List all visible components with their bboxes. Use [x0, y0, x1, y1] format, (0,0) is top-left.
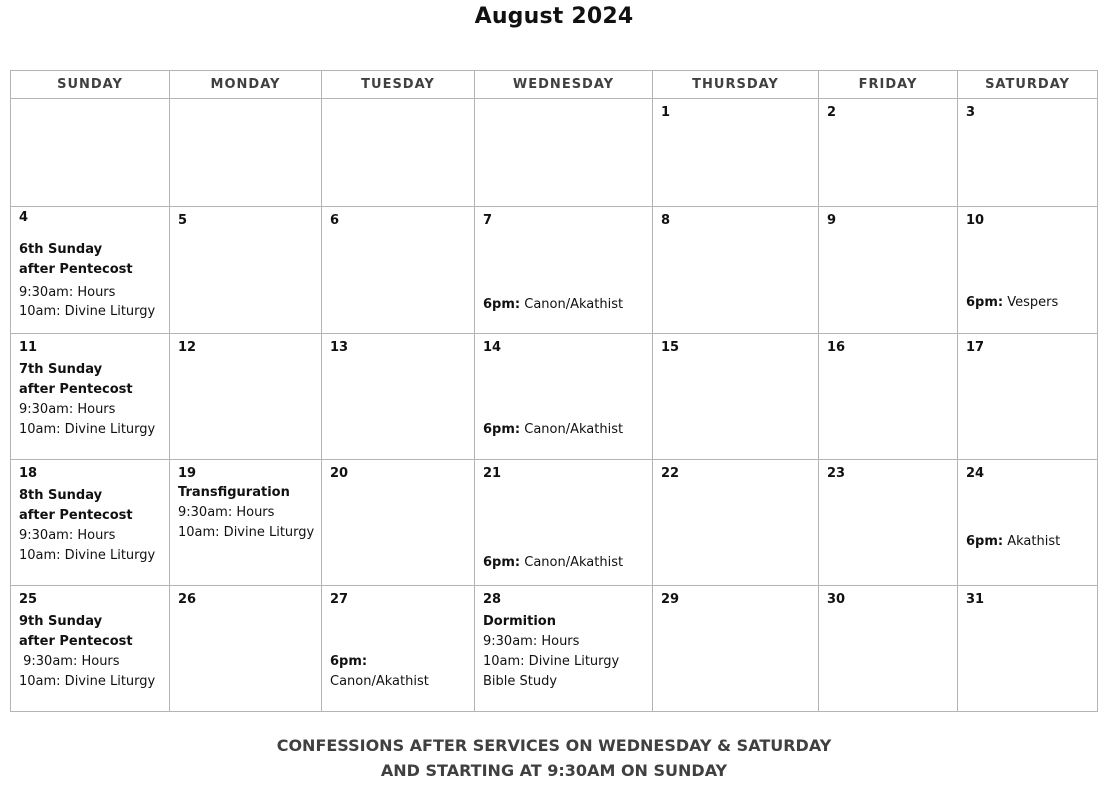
confessions-note: [0, 733, 1108, 783]
event-title: Dormition: [483, 614, 556, 629]
day-cell-6: [322, 207, 475, 334]
event-line: [483, 553, 648, 573]
event-title: 6th Sunday: [19, 242, 103, 257]
event-title: 9th Sunday: [19, 614, 103, 629]
event-line: 10am: Divine Liturgy: [178, 525, 315, 540]
day-number: 27: [330, 592, 349, 607]
day-cell-empty: [11, 99, 170, 207]
day-cell-15: [653, 334, 819, 460]
event-time: 6pm:: [483, 555, 521, 570]
event-line: [483, 295, 648, 315]
day-cell-29: [653, 586, 819, 712]
event-time: 6pm:: [966, 534, 1004, 549]
weekday-wednesday: WEDNESDAY: [475, 71, 653, 99]
day-number: 31: [966, 592, 985, 607]
event-time: 6pm:: [966, 295, 1004, 310]
event-title: after Pentecost: [19, 262, 133, 277]
day-number: 24: [966, 466, 985, 481]
day-number: 10: [966, 213, 985, 228]
day-cell-24: [958, 460, 1098, 586]
week-row: [11, 586, 1098, 712]
week-row: [11, 99, 1098, 207]
calendar-title: August 2024: [474, 4, 634, 29]
week-row: [11, 460, 1098, 586]
event-time: 6pm:: [330, 654, 368, 669]
day-number: 20: [330, 466, 349, 481]
day-cell-21: [475, 460, 653, 586]
day-number: 18: [19, 466, 38, 481]
event-text: Vespers: [1003, 295, 1059, 310]
event-text: Canon/Akathist: [520, 297, 624, 312]
weekday-monday: MONDAY: [170, 71, 322, 99]
week-row: [11, 207, 1098, 334]
event-line: [966, 532, 1093, 552]
day-cell-7: [475, 207, 653, 334]
day-cell-1: [653, 99, 819, 207]
week-row: [11, 334, 1098, 460]
day-cell-14: [475, 334, 653, 460]
event-line: 9:30am: Hours: [19, 285, 116, 300]
day-number: 11: [19, 340, 38, 355]
day-cell-3: [958, 99, 1098, 207]
day-number: 17: [966, 340, 985, 355]
event-line: 10am: Divine Liturgy: [19, 674, 156, 689]
footer-line: AND STARTING AT 9:30AM ON SUNDAY: [380, 761, 728, 780]
event-line: 10am: Divine Liturgy: [483, 654, 620, 669]
day-cell-empty: [170, 99, 322, 207]
event-line: 9:30am: Hours: [178, 505, 275, 520]
weekday-saturday: SATURDAY: [958, 71, 1098, 99]
day-number: 16: [827, 340, 846, 355]
day-cell-4: [11, 207, 170, 334]
day-cell-30: [819, 586, 958, 712]
day-number: 4: [19, 210, 29, 225]
day-cell-28: [475, 586, 653, 712]
day-cell-20: [322, 460, 475, 586]
event-time: 6pm:: [483, 297, 521, 312]
day-number: 6: [330, 213, 340, 228]
day-number: 13: [330, 340, 349, 355]
day-number: 26: [178, 592, 197, 607]
weekday-friday: FRIDAY: [819, 71, 958, 99]
day-number: 30: [827, 592, 846, 607]
day-cell-13: [322, 334, 475, 460]
day-number: 14: [483, 340, 502, 355]
day-cell-16: [819, 334, 958, 460]
day-number: 9: [827, 213, 837, 228]
day-cell-26: [170, 586, 322, 712]
day-number: 7: [483, 213, 493, 228]
event-line: [966, 293, 1093, 313]
day-number: 3: [966, 105, 976, 120]
event-text: Akathist: [1003, 534, 1061, 549]
day-cell-empty: [322, 99, 475, 207]
day-cell-empty: [475, 99, 653, 207]
event-line: 10am: Divine Liturgy: [19, 304, 156, 319]
day-cell-8: [653, 207, 819, 334]
day-number: 29: [661, 592, 680, 607]
day-cell-27: [322, 586, 475, 712]
day-cell-11: [11, 334, 170, 460]
day-cell-31: [958, 586, 1098, 712]
day-number: 2: [827, 105, 837, 120]
day-number: 8: [661, 213, 671, 228]
event-text: Canon/Akathist: [520, 422, 624, 437]
day-number: 28: [483, 592, 502, 607]
event-title: 8th Sunday: [19, 488, 103, 503]
event-line: 9:30am: Hours: [19, 654, 120, 669]
event-title: Transfiguration: [178, 485, 290, 500]
day-cell-23: [819, 460, 958, 586]
day-cell-25: [11, 586, 170, 712]
event-line: 10am: Divine Liturgy: [19, 422, 156, 437]
day-number: 5: [178, 213, 188, 228]
day-number: 21: [483, 466, 502, 481]
day-number: 23: [827, 466, 846, 481]
day-number: 12: [178, 340, 197, 355]
event-title: 7th Sunday: [19, 362, 103, 377]
event-line: Bible Study: [483, 674, 558, 689]
event-title: after Pentecost: [19, 382, 133, 397]
day-cell-22: [653, 460, 819, 586]
event-time: 6pm:: [483, 422, 521, 437]
event-text: Canon/Akathist: [330, 674, 429, 689]
day-cell-2: [819, 99, 958, 207]
event-line: [483, 420, 648, 440]
day-cell-18: [11, 460, 170, 586]
calendar-grid: [10, 70, 1098, 712]
day-number: 22: [661, 466, 680, 481]
event-line: 9:30am: Hours: [19, 402, 116, 417]
weekday-header-row: [11, 71, 1098, 99]
day-cell-5: [170, 207, 322, 334]
event-title: after Pentecost: [19, 508, 133, 523]
day-cell-12: [170, 334, 322, 460]
day-cell-9: [819, 207, 958, 334]
day-number: 1: [661, 105, 671, 120]
day-cell-19: [170, 460, 322, 586]
day-number: 19: [178, 466, 197, 481]
day-number: 25: [19, 592, 38, 607]
weekday-tuesday: TUESDAY: [322, 71, 475, 99]
event-line: 10am: Divine Liturgy: [19, 548, 156, 563]
day-number: 15: [661, 340, 680, 355]
weekday-sunday: SUNDAY: [11, 71, 170, 99]
event-text: Canon/Akathist: [520, 555, 624, 570]
footer-line: CONFESSIONS AFTER SERVICES ON WEDNESDAY & SATURDAY: [276, 736, 832, 755]
day-cell-10: [958, 207, 1098, 334]
weekday-thursday: THURSDAY: [653, 71, 819, 99]
day-cell-17: [958, 334, 1098, 460]
event-line: 9:30am: Hours: [19, 528, 116, 543]
event-title: after Pentecost: [19, 634, 133, 649]
event-line: 9:30am: Hours: [483, 634, 580, 649]
